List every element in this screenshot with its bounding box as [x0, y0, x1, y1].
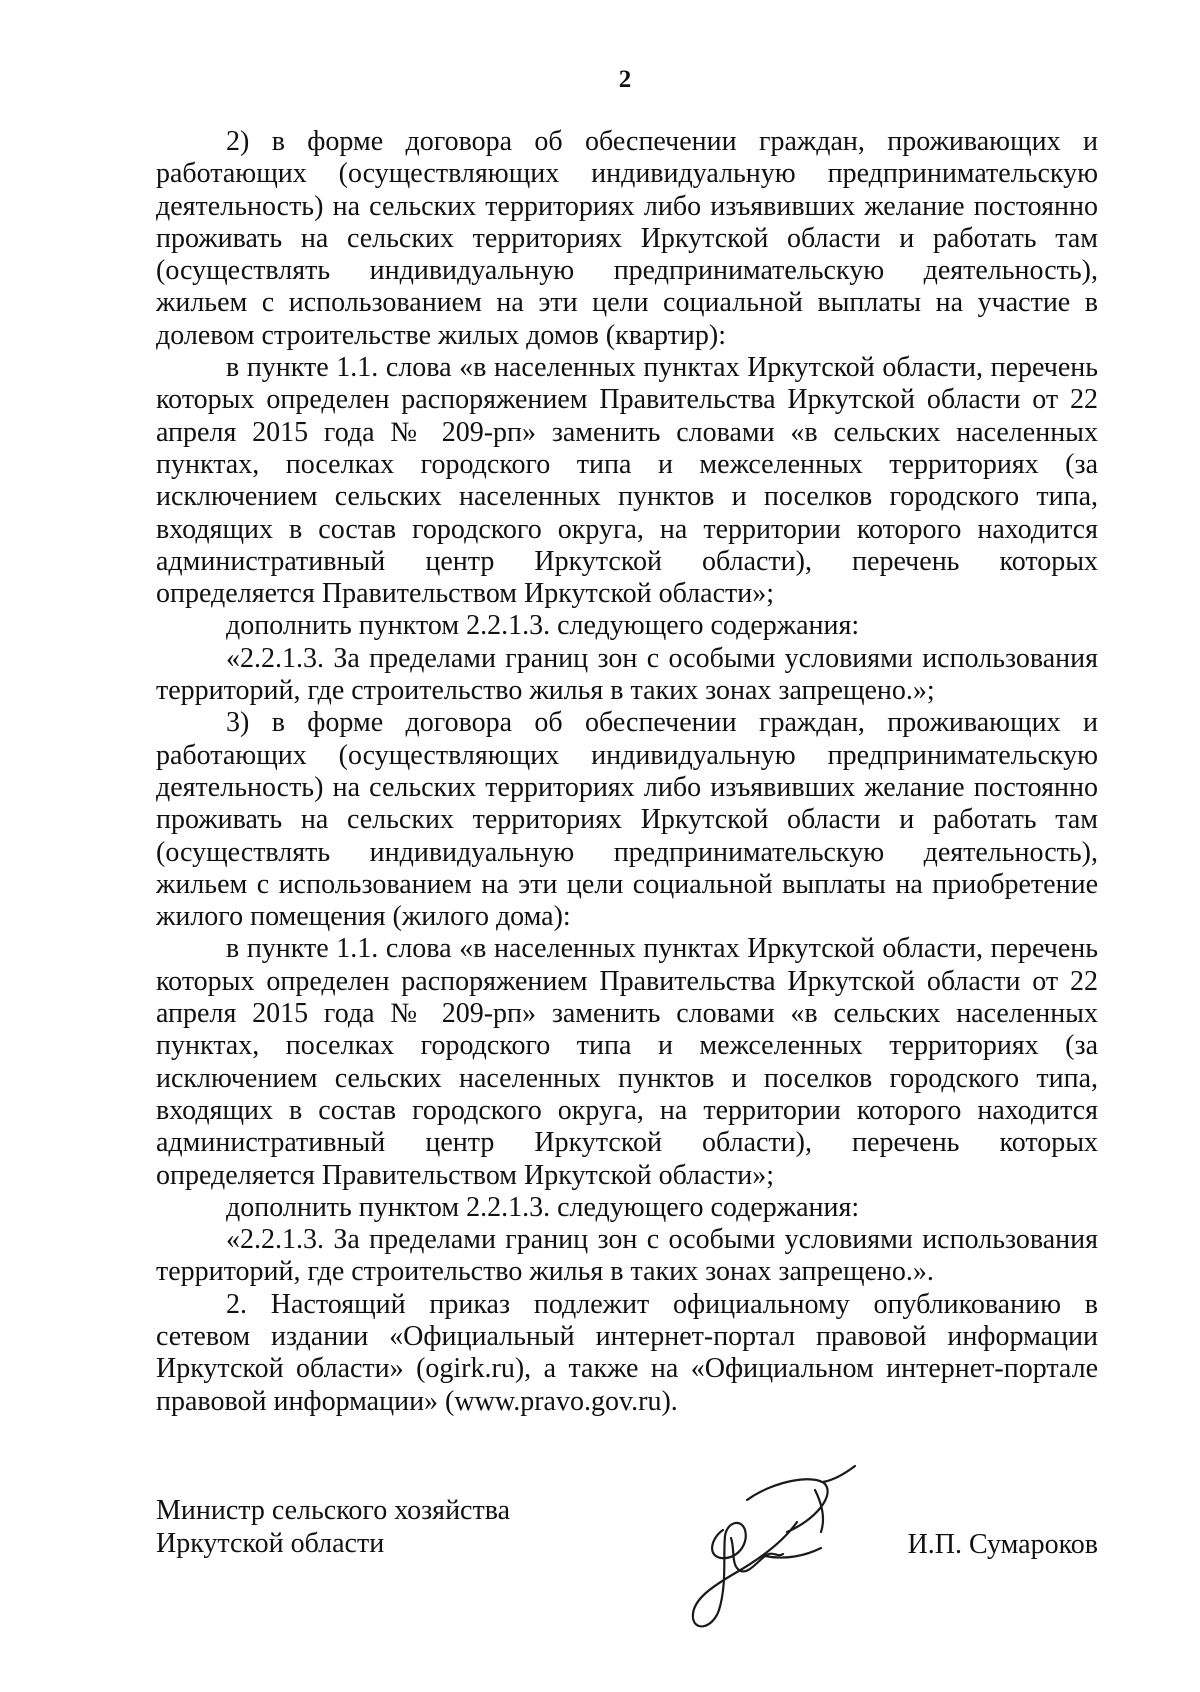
paragraph-publication-order: 2. Настоящий приказ подлежит официальному опубликованию в сетевом издании «Официальный интернет-портал правовой информации Иркутской области» (ogirk.ru), а также на «Официальном интернет-портале правовой информации» (www.pravo.gov.ru).	[156, 1288, 1098, 1417]
paragraph-clause-2-2-1-3: «2.2.1.3. За пределами границ зон с особыми условиями использования территорий, где строительство жилья в таких зонах запрещено.»;	[156, 642, 1098, 707]
paragraph-add-clause-intro: дополнить пунктом 2.2.1.3. следующего содержания:	[226, 1191, 860, 1223]
signature-block	[156, 1495, 1098, 1615]
paragraph-add-clause-intro: дополнить пунктом 2.2.1.3. следующего содержания:	[226, 610, 860, 642]
handwritten-signature	[665, 1460, 865, 1635]
signer-position-line-2: Иркутской области	[156, 1527, 385, 1559]
paragraph-clause-2-2-1-3: «2.2.1.3. За пределами границ зон с особыми условиями использования территорий, где строительство жилья в таких зонах запрещено.».	[156, 1224, 1098, 1288]
paragraph-amend-clause-1-1: в пункте 1.1. слова «в населенных пунктах Иркутской области, перечень которых определен распоряжением Правительства Иркутской области от 22 апреля 2015 года № 209-рп» заменить словами «в сельских населенных пунктах, поселках городского типа и межселенных территориях (за исключением сельских населенных пунктов и поселков городского типа, входящих в состав городского округа, на территории которого находится административный центр Иркутской области), перечень которых определяется Правительством Иркутской области»;	[156, 933, 1098, 1191]
document-body	[156, 126, 1098, 1418]
page-number: 2	[618, 66, 632, 93]
signer-position-line-1: Министр сельского хозяйства	[156, 1495, 510, 1526]
paragraph-item-2-contract-shared-construction: 2) в форме договора об обеспечении граждан, проживающих и работающих (осуществляющих индивидуальную предпринимательскую деятельность) на сельских территориях либо изъявивших желание постоянно проживать на сельских территориях Иркутской области и работать там (осуществлять индивидуальную предпринимательскую деятельность), жильем с использованием на эти цели социальной выплаты на участие в долевом строительстве жилых домов (квартир):	[156, 126, 1098, 351]
signer-name: И.П. Сумароков	[907, 1529, 1098, 1560]
signer-position	[156, 1495, 510, 1560]
paragraph-amend-clause-1-1: в пункте 1.1. слова «в населенных пунктах Иркутской области, перечень которых определен распоряжением Правительства Иркутской области от 22 апреля 2015 года № 209-рп» заменить словами «в сельских населенных пунктах, поселках городского типа и межселенных территориях (за исключением сельских населенных пунктов и поселков городского типа, входящих в состав городского округа, на территории которого находится административный центр Иркутской области), перечень которых определяется Правительством Иркутской области»;	[156, 352, 1098, 610]
paragraph-item-3-contract-purchase: 3) в форме договора об обеспечении граждан, проживающих и работающих (осуществляющих индивидуальную предпринимательскую деятельность) на сельских территориях либо изъявивших желание постоянно проживать на сельских территориях Иркутской области и работать там (осуществлять индивидуальную предпринимательскую деятельность), жильем с использованием на эти цели социальной выплаты на приобретение жилого помещения (жилого дома):	[156, 707, 1098, 933]
